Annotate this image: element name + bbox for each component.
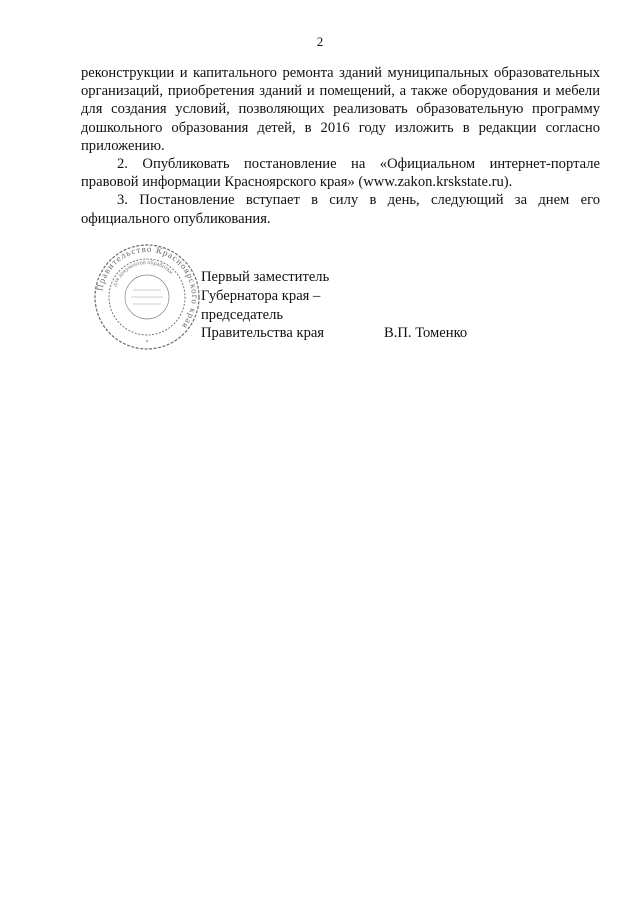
svg-text:*: * xyxy=(145,340,149,346)
signatory-position-line: Правительства края xyxy=(201,325,325,342)
signatory-position-line: председатель xyxy=(201,306,284,323)
seal-outer-text: Правительство Красноярского края xyxy=(94,243,201,332)
signatory-position xyxy=(201,268,329,343)
signatory-name: В.П. Томенко xyxy=(384,325,468,341)
official-seal xyxy=(93,240,201,354)
signatory-position-line: Губернатора края – xyxy=(201,287,321,304)
paragraph-item-3: 3. Постановление вступает в силу в день, следующий за днем его официального опубликования. xyxy=(81,192,600,227)
document-body xyxy=(81,64,600,228)
seal-inner-text: для документов обработки xyxy=(111,259,174,288)
page-number: 2 xyxy=(316,34,324,49)
paragraph-item-2: 2. Опубликовать постановление на «Официальном интернет-портале правовой информации Красноярского края» (www.zakon.krskstate.ru). xyxy=(81,156,600,191)
paragraph-continuation: реконструкции и капитального ремонта зданий муниципальных образовательных организаций, приобретения зданий и помещений, а также оборудования и мебели для создания условий, позволяющих реализовать образовательную программу дошкольного образования детей, в 2016 году изложить в редакции согласно приложению. xyxy=(81,65,600,154)
signatory-position-line: Первый заместитель xyxy=(201,269,330,285)
